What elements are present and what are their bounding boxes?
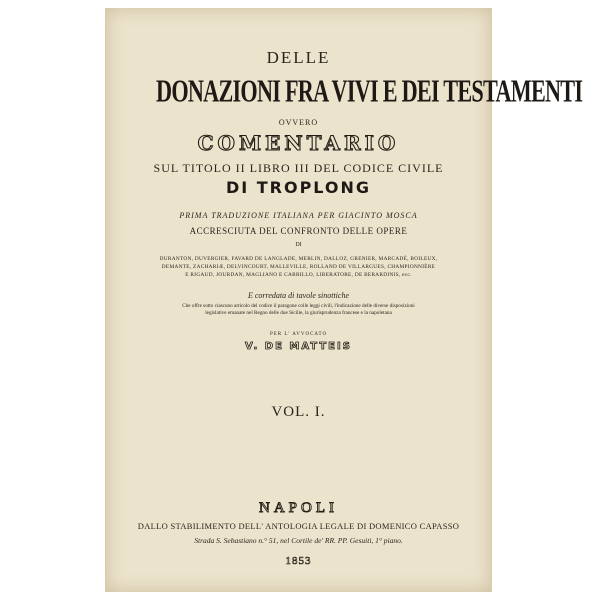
title-page	[105, 8, 583, 592]
description-line: legislative emanate nel Regno delle due Sicilie, la giurisprudenza francese e la napoletana	[205, 310, 392, 316]
imprint-year: 1853	[285, 555, 312, 567]
comentario-heading: COMENTARIO	[197, 131, 400, 155]
corredata-note: E corredata di tavole sinottiche	[247, 291, 349, 300]
imprint-city: NAPOLI	[259, 500, 338, 516]
imprint-address: Strada S. Sebastiano n.° 51, nel Cortile de' RR. PP. Gesuiti, 1° piano.	[194, 536, 403, 545]
author-name: DI TROPLONG	[225, 178, 372, 197]
subtitle: SUL TITOLO II LIBRO III DEL CODICE CIVILE	[153, 161, 444, 175]
heading-delle: DELLE	[266, 48, 331, 67]
authors-line: E RIGAUD, JOURDAN, MAGLIANO E CARRILLO, LIBERATORE, DE BERARDINIS, ecc.	[185, 272, 412, 278]
translation-note: PRIMA TRADUZIONE ITALIANA PER GIACINTO MOSCA	[179, 211, 418, 220]
compared-authors	[126, 255, 471, 279]
authors-line: DEMANTE, ZACHARIÆ, DELVINCOURT, MALLEVILLE, ROLLAND DE VILLARGUES, CHAMPIONNIÈRE	[161, 264, 436, 270]
editor-name: V. DE MATTEIS	[245, 341, 352, 352]
volume-label: VOL. I.	[271, 404, 326, 420]
main-title: DONAZIONI FRA VIVI E DEI TESTAMENTI	[156, 74, 583, 109]
imprint-press: DALLO STABILIMENTO DELL' ANTOLOGIA LEGALE DI DOMENICO CAPASSO	[137, 521, 460, 531]
di-label: DI	[295, 242, 302, 248]
description	[136, 303, 461, 317]
accresciuta-note: ACCRESCIUTA DEL CONFRONTO DELLE OPERE	[189, 226, 408, 236]
ovvero-label: OVVERO	[278, 118, 319, 127]
authors-line: DURANTON, DUVERGIER, FAVARD DE LANGLADE, MERLIN, DALLOZ, GRENIER, MARCADÉ, BOILEUX,	[159, 256, 438, 262]
description-line: Che offre sotto ciascuno articolo del codice il paragone colle leggi civili, l'indicazione delle diverse disposizioni	[182, 303, 415, 309]
per-avvocato-label: PER L' AVVOCATO	[269, 332, 328, 337]
